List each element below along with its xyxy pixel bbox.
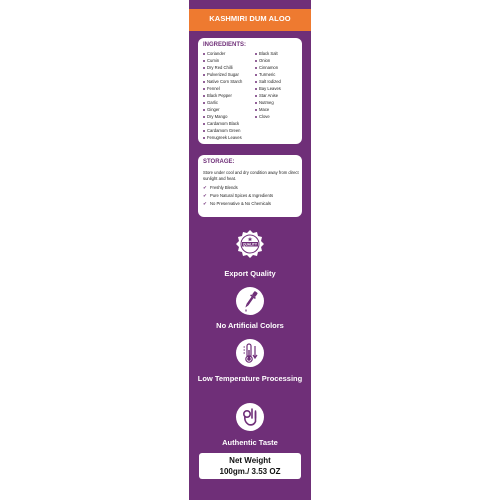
ingredient-item: Native Corn Starch bbox=[203, 78, 242, 85]
ingredient-item: Fennel bbox=[203, 85, 242, 92]
ingredient-item: Cardamom Green bbox=[203, 127, 242, 134]
storage-card bbox=[198, 155, 302, 217]
ingredients-heading: INGREDIENTS: bbox=[203, 42, 247, 48]
ingredient-item: Mace bbox=[255, 106, 281, 113]
net-weight-box bbox=[199, 453, 301, 479]
ingredient-item: Pulverized Sugar bbox=[203, 71, 242, 78]
ingredient-item: Coriander bbox=[203, 50, 242, 57]
ingredient-item: Clove bbox=[255, 113, 281, 120]
check-point: ✔ Freshly Blends bbox=[203, 184, 273, 192]
badge-text: QUALITY bbox=[243, 242, 257, 247]
storage-points bbox=[203, 184, 273, 208]
product-label-panel bbox=[189, 0, 311, 500]
ingredient-item: Cardamom Black bbox=[203, 120, 242, 127]
ingredient-item: Cumin bbox=[203, 57, 242, 64]
storage-heading: STORAGE: bbox=[203, 159, 235, 165]
ingredients-card bbox=[198, 38, 302, 144]
ingredient-item: Dry Mango bbox=[203, 113, 242, 120]
dropper-icon bbox=[235, 286, 265, 316]
thermometer-icon bbox=[235, 338, 265, 368]
title-banner bbox=[189, 9, 311, 31]
quality-badge-icon bbox=[235, 229, 265, 259]
check-point: ✔ No Preservative & No Chemicals bbox=[203, 200, 273, 208]
feature-export-quality: Export Quality bbox=[224, 269, 276, 278]
check-point: ✔ Pure Natural Spices & Ingredients bbox=[203, 192, 273, 200]
ingredient-item: Bay Leaves bbox=[255, 85, 281, 92]
ingredient-item: Turmeric bbox=[255, 71, 281, 78]
net-weight-value: 100gm./ 3.53 OZ bbox=[219, 467, 281, 476]
ingredient-item: Fenugreek Leaves bbox=[203, 134, 242, 141]
ingredient-item: Garlic bbox=[203, 99, 242, 106]
product-title: KASHMIRI DUM ALOO bbox=[209, 14, 291, 23]
ingredient-item: Onion bbox=[255, 57, 281, 64]
ingredient-item: Cinnamon bbox=[255, 64, 281, 71]
ingredient-item: Star Anise bbox=[255, 92, 281, 99]
ingredient-item: Black Salt bbox=[255, 50, 281, 57]
feature-authentic-taste: Authentic Taste bbox=[222, 438, 278, 447]
ingredient-item: Salt Iodized bbox=[255, 78, 281, 85]
ingredient-item: Dry Red Chilli bbox=[203, 64, 242, 71]
ingredients-list-right bbox=[255, 50, 281, 120]
ok-hand-icon bbox=[235, 402, 265, 432]
feature-no-artificial-colors: No Artificial Colors bbox=[216, 321, 284, 330]
feature-low-temperature-processing: Low Temperature Processing bbox=[197, 374, 303, 383]
ingredient-item: Nutmeg bbox=[255, 99, 281, 106]
ingredient-item: Ginger bbox=[203, 106, 242, 113]
ingredient-item: Black Pepper bbox=[203, 92, 242, 99]
ingredients-list-left bbox=[203, 50, 242, 141]
storage-instructions: Store under cool and dry condition away from direct sunlight and heat. bbox=[203, 170, 299, 181]
net-weight-label: Net Weight bbox=[229, 456, 271, 465]
